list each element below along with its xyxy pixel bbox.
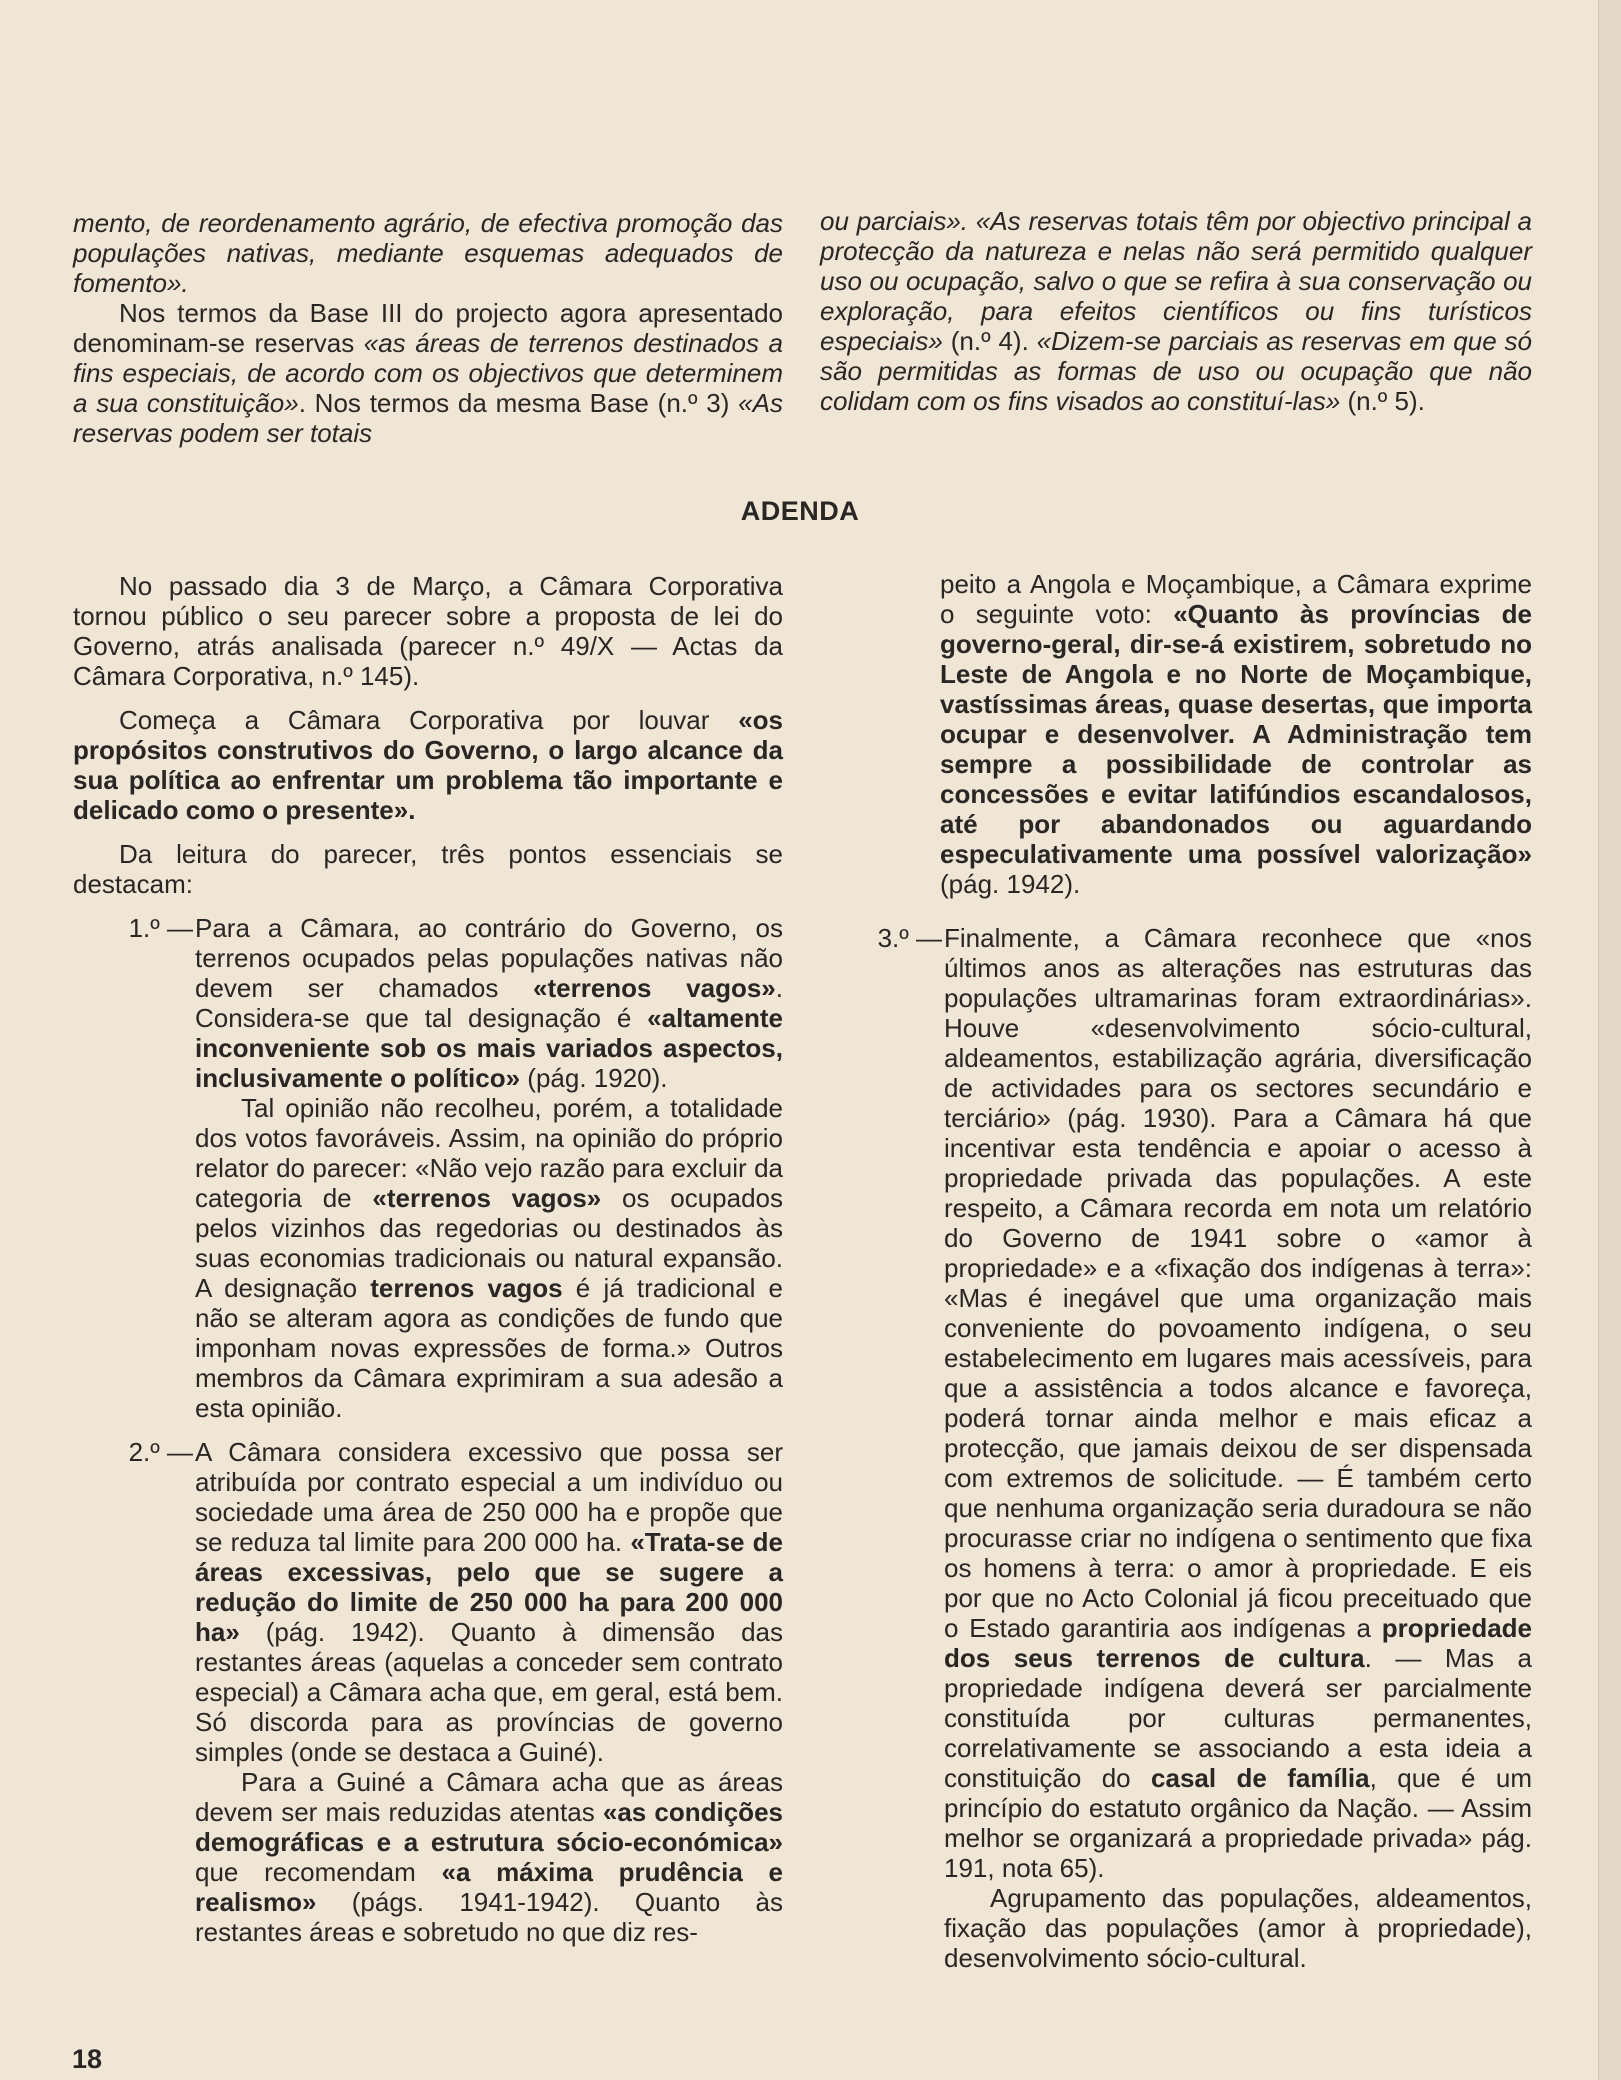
- paragraph: Nos termos da Base III do projecto agora apresentado denominam-se reservas «as áreas de terrenos destinados a fins especiais, de acordo com os objectivos que determinem a sua constituição». Nos termos da mesma Base (n.º 3) «As reservas podem ser totais: [73, 298, 783, 448]
- page-edge: [1598, 0, 1621, 2080]
- item-number: 1.º —: [128, 913, 193, 943]
- addendum-right-column: [940, 569, 1532, 899]
- paragraph: Para a Guiné a Câmara acha que as áreas devem ser mais reduzidas atentas «as condições demográficas e a estrutura sócio-económica» que recomendam «a máxima prudência e realismo» (págs. 1941-1942). Quanto às restantes áreas e sobretudo no que diz res-: [195, 1767, 784, 1947]
- addendum-right-item: [862, 923, 1532, 1973]
- addendum-left-column: [73, 571, 783, 1947]
- paragraph: Da leitura do parecer, três pontos essenciais se destacam:: [73, 839, 783, 899]
- paragraph: A Câmara considera excessivo que possa ser atribuída por contrato especial a um indivíduo ou sociedade uma área de 250 000 ha e propõe que se reduza tal limite para 200 000 ha. «Trata-se de áreas excessivas, pelo que se sugere a redução do limite de 250 000 ha para 200 000 ha» (pág. 1942). Quanto à dimensão das restantes áreas (aquelas a conceder sem contrato especial) a Câmara acha que, em geral, está bem. Só discorda para as províncias de governo simples (onde se destaca a Guiné).: [195, 1437, 783, 1767]
- paragraph: peito a Angola e Moçambique, a Câmara exprime o seguinte voto: «Quanto às províncias de governo-geral, dir-se-á existirem, sobretudo no Leste de Angola e no Norte de Moçambique, vastíssimas áreas, quase desertas, que importa ocupar e desenvolver. A Administração tem sempre a possibilidade de controlar as concessões e evitar latifúndios escandalosos, até por abandonados ou aguardando especulativamente uma possível valorização» (pág. 1942).: [940, 569, 1532, 899]
- paragraph: Agrupamento das populações, aldeamentos, fixação das populações (amor à propriedade), desenvolvimento sócio-cultural.: [944, 1883, 1532, 1973]
- paragraph: mento, de reordenamento agrário, de efectiva promoção das populações nativas, mediante esquemas adequados de fomento».: [73, 208, 783, 298]
- section-heading: ADENDA: [740, 496, 860, 526]
- paragraph: Para a Câmara, ao contrário do Governo, os terrenos ocupados pelas populações nativas não devem ser chamados «terrenos vagos». Considera-se que tal designação é «altamente inconveniente sob os mais variados aspectos, inclusivamente o político» (pág. 1920).: [195, 913, 783, 1093]
- item-number: 3.º —: [877, 923, 942, 953]
- page-number: 18: [72, 2044, 103, 2074]
- list-item: [73, 913, 783, 1423]
- paragraph: Tal opinião não recolheu, porém, a totalidade dos votos favoráveis. Assim, na opinião do próprio relator do parecer: «Não vejo razão para excluir da categoria de «terrenos vagos» os ocupados pelos vizinhos das regedorias ou destinados às suas economias tradicionais ou natural expansão. A designação terrenos vagos é já tradicional e não se alteram agora as condições de fundo que imponham novas expressões de forma.» Outros membros da Câmara exprimiram a sua adesão a esta opinião.: [195, 1093, 784, 1423]
- item-number: 2.º —: [128, 1437, 193, 1467]
- intro-right-column: [820, 206, 1532, 416]
- paragraph: Finalmente, a Câmara reconhece que «nos últimos anos as alterações nas estruturas das populações ultramarinas foram extraordinárias». Houve «desenvolvimento sócio-cultural, aldeamentos, estabilização agrária, diversificação de actividades para os sectores secundário e terciário» (pág. 1930). Para a Câmara há que incentivar esta tendência e apoiar o acesso à propriedade privada das populações. A este respeito, a Câmara recorda em nota um relatório do Governo de 1941 sobre o «amor à propriedade» e a «fixação dos indígenas à terra»: «Mas é inegável que uma organização mais conveniente do povoamento indígena, o seu estabelecimento em lugares mais acessíveis, para que a assistência a todos alcance e favoreça, poderá tornar ainda melhor e mais eficaz a protecção, que jamais deixou de ser dispensada com extremos de solicitude. — É também certo que nenhuma organização seria duradoura se não procurasse criar no indígena o sentimento que fixa os homens à terra: o amor à propriedade. E eis por que no Acto Colonial já ficou preceituado que o Estado garantiria aos indígenas a propriedade dos seus terrenos de cultura. — Mas a propriedade indígena deverá ser parcialmente constituída por culturas permanentes, correlativamente se associando a esta ideia a constituição do casal de família, que é um princípio do estatuto orgânico da Nação. — Assim melhor se organizará a propriedade privada» pág. 191, nota 65).: [944, 923, 1532, 1883]
- paragraph: No passado dia 3 de Março, a Câmara Corporativa tornou público o seu parecer sobre a proposta de lei do Governo, atrás analisada (parecer n.º 49/X — Actas da Câmara Corporativa, n.º 145).: [73, 571, 783, 691]
- list-item: [862, 923, 1532, 1973]
- paragraph: Começa a Câmara Corporativa por louvar «os propósitos construtivos do Governo, o largo alcance da sua política ao enfrentar um problema tão importante e delicado como o presente».: [73, 705, 783, 825]
- paragraph: ou parciais». «As reservas totais têm por objectivo principal a protecção da natureza e nelas não será permitido qualquer uso ou ocupação, salvo o que se refira à sua conservação ou exploração, para efeitos científicos ou fins turísticos especiais» (n.º 4). «Dizem-se parciais as reservas em que só são permitidas as formas de uso ou ocupação que não colidam com os fins visados ao constituí-las» (n.º 5).: [820, 206, 1533, 416]
- intro-left-column: [73, 208, 783, 448]
- list-item: [73, 1437, 783, 1947]
